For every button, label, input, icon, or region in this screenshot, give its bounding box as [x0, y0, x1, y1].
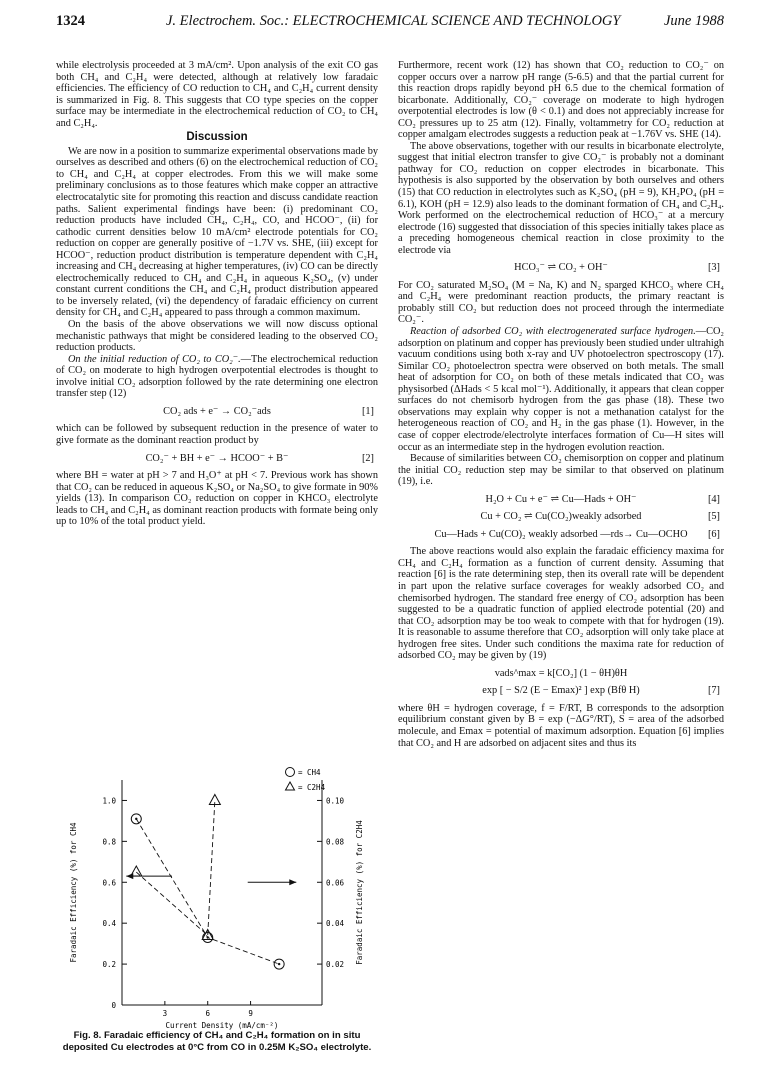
paragraph-text: —The electrochemical reduction of CO₂ on moderate to high hydrogen overpotential electrodes is thought to involve initial CO₂ adsorption followed by the rate determining one electron transfer step (12): [56, 353, 378, 400]
page-number: 1324: [56, 13, 85, 29]
y-right-axis-label: Faradaic Efficiency (%) for C2H4: [355, 820, 364, 965]
y-left-tick-label: 0.6: [102, 878, 116, 888]
subsection-heading: Reaction of adsorbed CO₂ with electrogenerated surface hydrogen.: [410, 326, 696, 338]
equation-text: Cu—Hads + Cu(CO)₂ weakly adsorbed —rds→ Cu—OCHO: [434, 528, 688, 540]
chart-axes: [122, 780, 322, 1005]
equation-text: exp [ − S/2 (E − Emax)² ] exp (Bfθ H): [482, 685, 640, 697]
equation-5: [398, 511, 724, 523]
paragraph: where BH = water at pH > 7 and H₃O⁺ at pH < 7. Previous work has shown that CO₂ can be reduced in aqueous K₂SO₄ or Na₂SO₄ to give formate in 90% yields (13). In comparison CO₂ reduction on copper in KHCO₃ electrolyte leads to CH₄ and C₂H₄ as dominant reaction products with formate being only up to 10% of the total product yield.: [56, 470, 378, 528]
legend-triangle-icon: [286, 782, 295, 790]
paragraph: On the basis of the above observations we will now discuss optional mechanistic pathways that might be considered leading to the observed CO₂ reduction products.: [56, 319, 378, 354]
figure-8: [50, 760, 380, 1030]
c2h4-trend-line: [136, 800, 215, 935]
equation-text: H₂O + Cu + e⁻ ⇌ Cu—Hads + OH⁻: [485, 493, 637, 505]
equation-text: CO₂ ads + e⁻ → CO₂⁻ads: [163, 405, 271, 417]
equation-3: [398, 262, 724, 274]
running-header: [56, 13, 724, 33]
equation-1: [56, 406, 378, 418]
section-heading: Discussion: [186, 131, 248, 144]
paragraph: which can be followed by subsequent reduction in the presence of water to give formate as the dominant reaction product by: [56, 423, 378, 446]
faradaic-efficiency-chart: [50, 760, 380, 1030]
equation-number: [6]: [707, 528, 720, 540]
x-tick-label: 3: [162, 1009, 168, 1018]
journal-title: J. Electrochem. Soc.: ELECTROCHEMICAL SCIENCE AND TECHNOLOGY: [166, 13, 621, 29]
y-left-axis-label: Faradaic Efficiency (%) for CH4: [69, 822, 78, 963]
chart-legend: [286, 768, 326, 793]
equation-text: Cu + CO₂ ⇌ Cu(CO₂)weakly adsorbed: [480, 511, 642, 523]
paragraph: We are now in a position to summarize experimental observations made by ourselves as described and others (6) on the electrochemical reduction of CO₂ to CH₄ and C₂H₄ at copper electrodes. From this we will make some preliminary conclusions as to those features which make copper an attractive electrocatalytic site for promoting this reaction and discuss candidate reaction paths. Salient experimental findings have been: (i) predominant CO₂ reduction products have included CH₄, C₂H₄, CO, and HCOO⁻, (ii) for cathodic current densities below 10 mA/cm² electrode potentials for CO₂ reduction on copper are generally positive of −1.7V vs. SHE, (iii) except for HCOO⁻, reduction product distribution is temperature dependent with C₂H₄ increasing and CH₄ decreasing at higher temperatures, (iv) CO can be directly electrochemically reduced to CH₄ and C₂H₄ in aqueous K₂SO₄, (v) under constant current conditions the CH₄ and C₂H₄ product distribution appeared to be inversely related, (vi) the dependency of faradaic efficiency on current density for CH₄ and C₂H₄ appeared to pass through a common maximum.: [56, 145, 378, 319]
legend-ch4: = CH4: [298, 768, 321, 777]
paragraph: where θH = hydrogen coverage, f = F/RT, B corresponds to the adsorption equilibrium constant given by B = exp (−ΔG°/RT), S = area of the adsorbed molecule, and Emax = potential of maximum adsorption. Equation [6] implies that CO₂ and H are adsorbed on adjacent sites and thus its: [398, 702, 724, 749]
paragraph: [56, 354, 378, 400]
y-left-tick-label: 0.8: [102, 837, 116, 847]
equation-7b: [398, 685, 724, 697]
equation-number: [7]: [707, 685, 720, 697]
y-right-tick-label: 0.10: [326, 796, 345, 806]
c2h4-axis-arrowhead: [289, 879, 296, 885]
ch4-axis-arrowhead: [126, 873, 133, 879]
paragraph: while electrolysis proceeded at 3 mA/cm². Upon analysis of the exit CO gas both CH₄ and C₂H₄ were detected, although at relatively low faradaic efficiencies. The efficiency of CO reduction to CH₄ and C₂H₄ current density is summarized in Fig. 8. This suggests that CO type species on the copper surface may be intermediate in the electrochemical reduction of CO₂ to CH₄ and C₂H₄.: [56, 60, 378, 129]
y-right-tick-label: 0.08: [326, 837, 345, 847]
subsection-heading: On the initial reduction of CO₂ to CO₂⁻.: [68, 353, 241, 365]
paragraph-text: —CO₂ adsorption on platinum and copper has previously been studied under ultrahigh vacuum conditions using both x-ray and UV photoelectron spectroscopy (17). Similar CO₂ photoelectron spectra were observed on both metals. The small heat of adsorption for CO₂ on both of these metals indicated that CO₂ was physisorbed (ΔHads < 5 kcal mol⁻¹). Additionally, it appears that clean copper surfaces do not chemisorb hydrogen from the gas phase (18). These two observations may explain why copper is not a methanation catalyst for the heterogeneous reaction of CO₂ and H₂ in the gas phase (1). However, in the case of copper electrode/electrolyte interfaces formation of Cu—H sites will occur as an intermediate step in the hydrogen evolution reaction.: [398, 326, 724, 453]
left-column: [56, 60, 378, 528]
paragraph: For CO₂ saturated M₂SO₄ (M = Na, K) and N₂ sparged KHCO₃ where CH₄ and C₂H₄ were predominant reaction products, the primary reactant is probably still CO₂ but reduction does not proceed through the intermediate CO₂⁻.: [398, 279, 724, 326]
x-tick-label: 9: [248, 1009, 253, 1018]
equation-text: vads^max = k[CO₂] (1 − θH)θH: [494, 667, 628, 679]
paragraph: [398, 326, 724, 453]
y-left-tick-label: 0.4: [102, 919, 116, 929]
equation-7a: [398, 668, 724, 680]
equation-number: [4]: [707, 493, 720, 505]
right-column: [398, 60, 724, 749]
ch4-point-center: [278, 963, 280, 965]
equation-6: [398, 529, 724, 541]
equation-text: CO₂⁻ + BH + e⁻ → HCOO⁻ + B⁻: [145, 452, 289, 464]
chart-marks: [126, 794, 296, 969]
paragraph: Because of similarities between CO₂ chemisorption on copper and platinum the initial CO₂ reduction step may be similar to that observed on platinum (19), i.e.: [398, 453, 724, 488]
legend-c2h4: = C2H4: [298, 783, 326, 792]
paragraph: Furthermore, recent work (12) has shown that CO₂ reduction to CO₂⁻ on copper occurs over a narrow pH range (5-6.5) and that the partial current for this reaction drops rapidly beyond pH 6.5 due to the chemical formation of bicarbonate. Additionally, CO₂⁻ coverage on moderate to high hydrogen overpotential electrodes is low (θ < 0.1) and does not appreciably increase for CO₂ pressures up to 25 atm (12). Finally, voltammetry for CO₂ reduction at copper amalgam electrodes suggests a reduction peak at −1.76V vs. SHE (14).: [398, 60, 724, 141]
equation-number: [1]: [361, 405, 374, 417]
x-axis-label: Current Density (mA/cm⁻²): [165, 1021, 279, 1030]
y-right-tick-label: 0.02: [326, 960, 345, 970]
equation-text: HCO₃⁻ ⇌ CO₂ + OH⁻: [514, 262, 608, 274]
legend-circle-icon: [286, 768, 295, 777]
paragraph: The above observations, together with our results in bicarbonate electrolyte, suggest that initial electron transfer to give CO₂⁻ is probably not a dominant pathway for CO₂ reduction on copper electrodes in bicarbonate. This hypothesis is also supported by the observation by both ourselves and others (15) that CO reduction in electrolytes such as K₂SO₄ (pH = 9), KH₂PO₄ (pH = 6.1), KOH (pH = 12.9) also leads to the dominant formation of CH₄ and C₂H₄. Work performed on the electrochemical reduction of HCO₃⁻ at a mercury electrode (16) suggested that dissociation of this species initially takes place as a preceding homogeneous chemical reaction in close proximity to the electrode via: [398, 140, 724, 256]
x-tick-label: 6: [205, 1009, 210, 1018]
issue-date: June 1988: [664, 13, 724, 29]
y-right-tick-label: 0.06: [326, 878, 345, 888]
equation-2: [56, 453, 378, 465]
chart-ticks: [69, 796, 364, 1030]
equation-number: [3]: [707, 262, 720, 274]
y-right-tick-label: 0.04: [326, 919, 345, 929]
paragraph: The above reactions would also explain the faradaic efficiency maxima for CH₄ and C₂H₄ formation as a function of current density. Assuming that reaction [6] is the rate determining step, then its overall rate will be dependent in part upon the relative surface coverages for weakly adsorbed CO₂ and chemisorbed hydrogen. The standard free energy of CO₂ adsorption has been suggested to be a quadratic function of applied electrode potential (20) and that CO₂ adsorption may be too weak to compete with that for hydrogen (19). It is reasonable to assume therefore that CO₂ adsorption will only take place at hydrogen free sites. Under such conditions the maxima rate for reduction of adsorbed CO₂ may be given by (19): [398, 546, 724, 662]
figure-caption: Fig. 8. Faradaic efficiency of CH₄ and C₂H₄ formation on in situ deposited Cu electrodes at 0°C from CO in 0.25M K₂SO₄ electrolyte.: [62, 1030, 372, 1053]
equation-number: [2]: [361, 452, 374, 464]
y-left-tick-label: 0.2: [102, 960, 116, 970]
y-left-tick-label: 0: [111, 1001, 116, 1010]
y-left-tick-label: 1.0: [102, 796, 116, 806]
equation-number: [5]: [707, 511, 720, 523]
ch4-point-center: [207, 936, 209, 938]
equation-4: [398, 494, 724, 506]
ch4-point-center: [135, 818, 137, 820]
